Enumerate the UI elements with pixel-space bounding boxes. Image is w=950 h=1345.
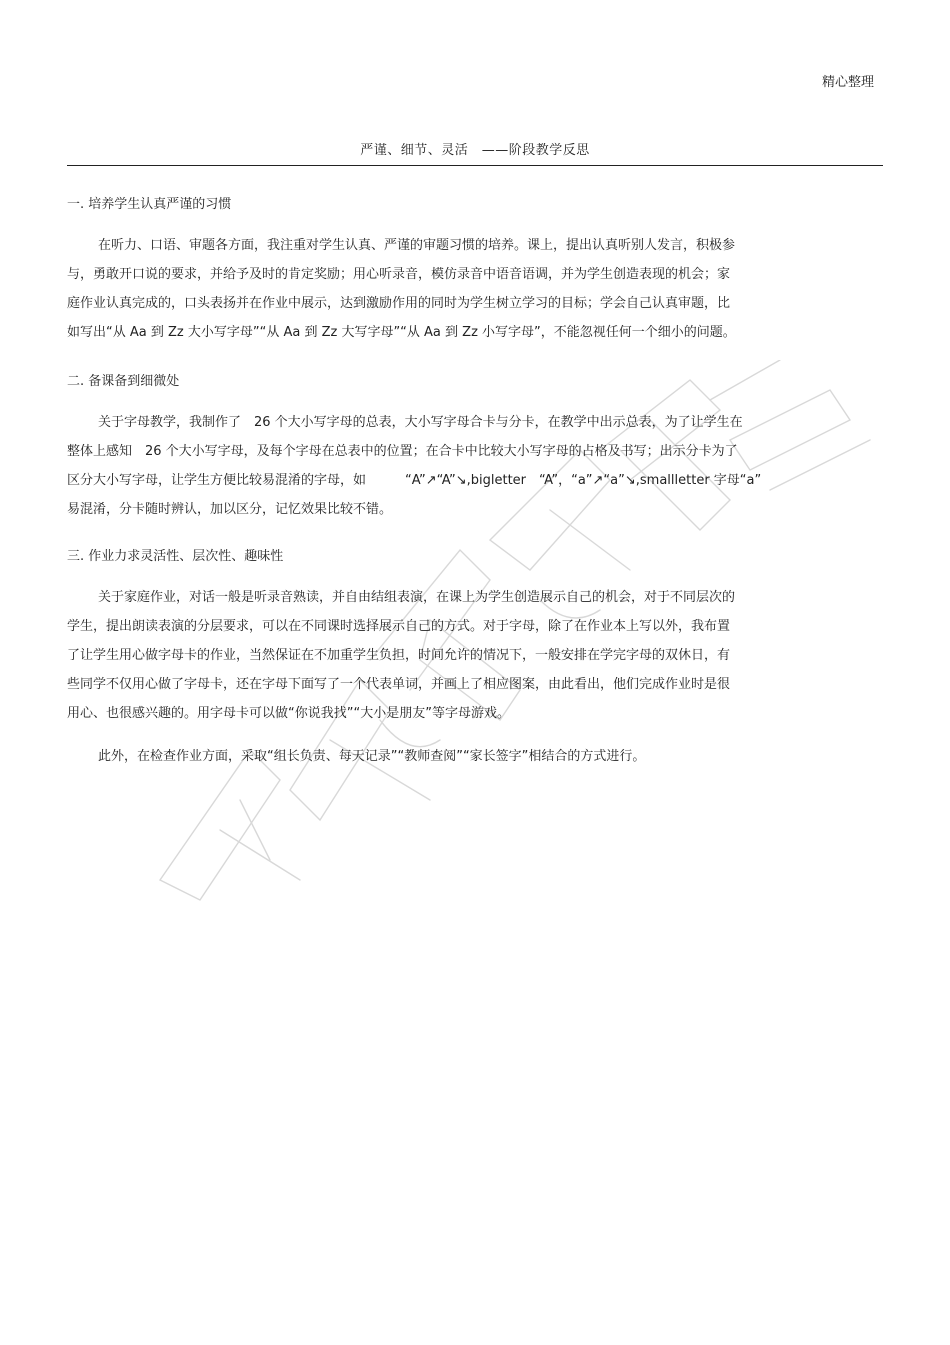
paragraph-line: 区分大小写字母，让学生方便比较易混淆的字母，如 “A”↗“A”↘,bigletter “A”，“a”↗“a”↘,smallletter 字母“a” — [67, 473, 762, 488]
paragraph-line: 在听力、口语、审题各方面，我注重对学生认真、严谨的审题习惯的培养。课上，提出认真听别人发言，积极参 — [98, 238, 736, 253]
paragraph-line: 些同学不仅用心做了字母卡，还在字母下面写了一个代表单词，并画上了相应图案，由此看出，他们完成作业时是很 — [67, 677, 731, 692]
paragraph-line: 整体上感知 26 个大小写字母，及每个字母在总表中的位置；在合卡中比较大小写字母的占格及书写；出示分卡为了 — [67, 444, 738, 459]
section-3-paragraph — [67, 583, 827, 728]
paragraph-line: 易混淆，分卡随时辨认，加以区分，记忆效果比较不错。 — [67, 502, 393, 517]
paragraph-line: 关于字母教学，我制作了 26 个大小写字母的总表，大小写字母合卡与分卡，在教学中出示总表，为了让学生在 — [98, 415, 743, 430]
paragraph-line: 学生，提出朗读表演的分层要求，可以在不同课时选择展示自己的方式。对于字母，除了在作业本上写以外，我布置 — [67, 619, 731, 634]
section-heading-3: 三. 作业力求灵活性、层次性、趣味性 — [67, 549, 284, 564]
paragraph-line: 关于家庭作业，对话一般是听录音熟读，并自由结组表演，在课上为学生创造展示自己的机会，对于不同层次的 — [98, 590, 736, 605]
header-note: 精心整理 — [821, 75, 874, 90]
section-heading-1: 一. 培养学生认真严谨的习惯 — [67, 197, 232, 212]
paragraph-line: 了让学生用心做字母卡的作业，当然保证在不加重学生负担，时间允许的情况下，一般安排在学完字母的双休日，有 — [67, 648, 731, 663]
paragraph-line: 用心、也很感兴趣的。用字母卡可以做“你说我找”“大小是朋友”等字母游戏。 — [67, 706, 510, 721]
section-2-paragraph — [67, 408, 827, 524]
title-divider — [67, 165, 883, 166]
section-heading-2: 二. 备课备到细微处 — [67, 374, 180, 389]
paragraph-line: 此外，在检查作业方面，采取“组长负责、每天记录”“教师查阅”“家长签字”相结合的方式进行。 — [98, 749, 646, 764]
paragraph-line: 庭作业认真完成的，口头表扬并在作业中展示，达到激励作用的同时为学生树立学习的目标；学会自己认真审题，比 — [67, 296, 731, 311]
section-3-extra-paragraph — [67, 742, 827, 771]
section-1-paragraph — [67, 231, 827, 347]
page-title: 严谨、细节、灵活 ——阶段教学反思 — [360, 143, 590, 158]
paragraph-line: 与，勇敢开口说的要求，并给予及时的肯定奖励；用心听录音，模仿录音中语音语调，并为学生创造表现的机会；家 — [67, 267, 731, 282]
paragraph-line: 如写出“从 Aa 到 Zz 大小写字母”“从 Aa 到 Zz 大写字母”“从 Aa 到 Zz 小写字母”，不能忽视任何一个细小的问题。 — [67, 325, 736, 340]
